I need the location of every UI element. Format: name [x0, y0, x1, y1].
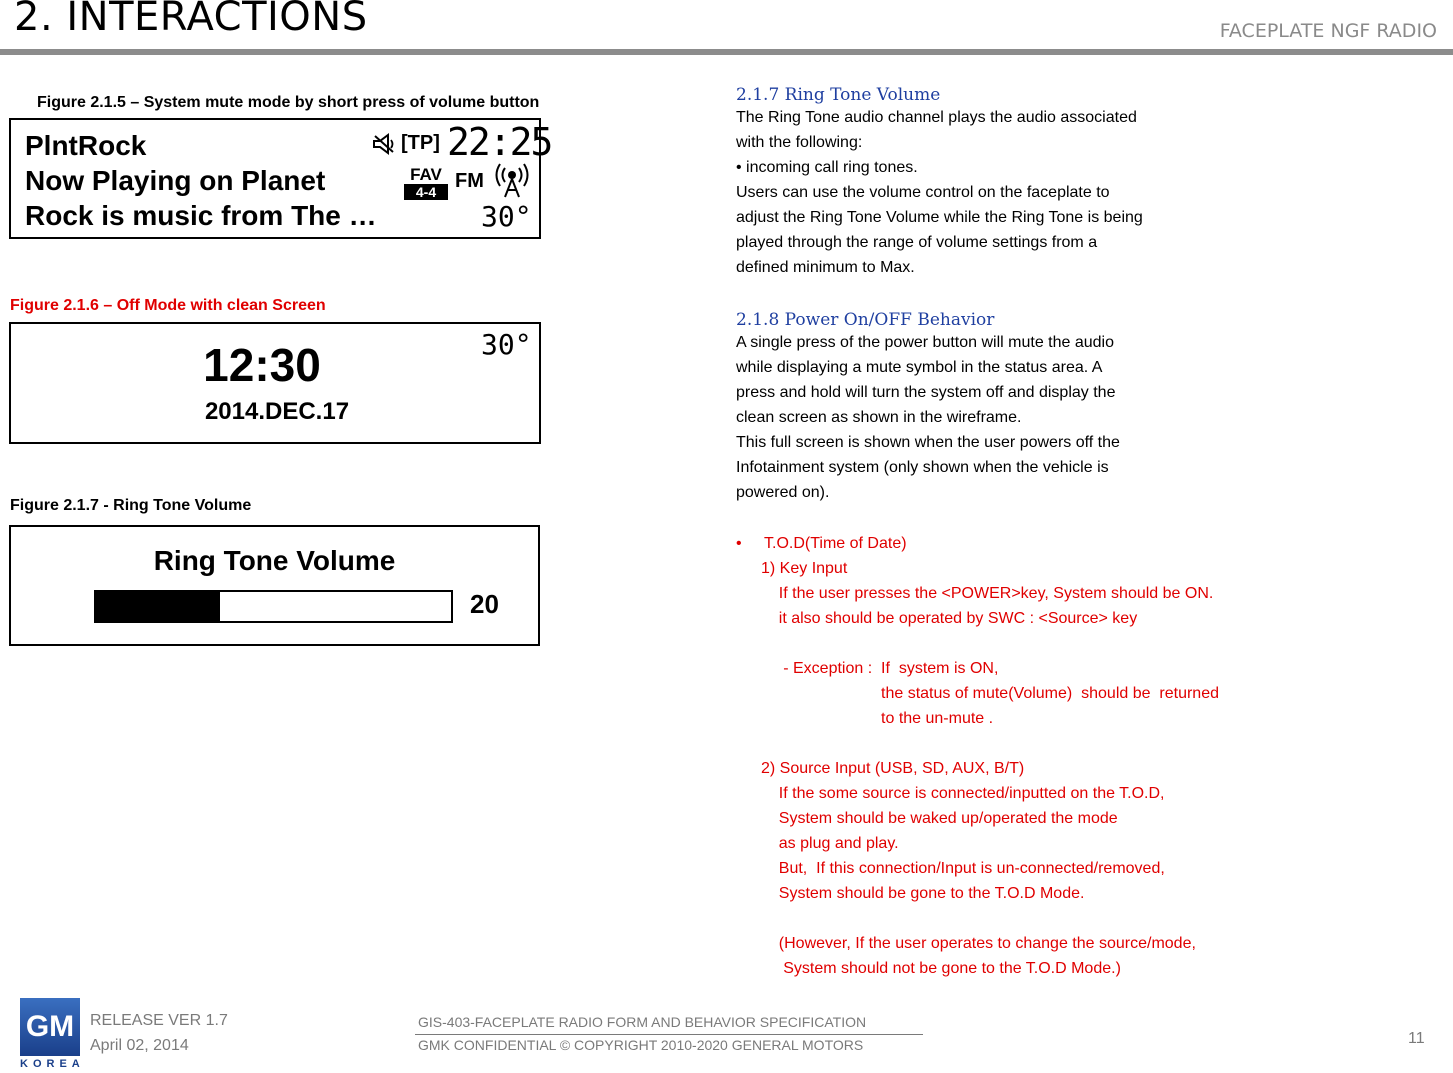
gm-logo-text: GM	[25, 1010, 75, 1043]
figure-217-caption: Figure 2.1.7 - Ring Tone Volume	[10, 497, 252, 514]
temperature: 30°	[481, 328, 532, 361]
screen-line-1: PlntRock	[25, 130, 147, 161]
volume-label: Ring Tone Volume	[153, 545, 396, 576]
page-title: 2. INTERACTIONS	[14, 0, 368, 40]
fav-label: FAV	[410, 165, 442, 184]
footer-divider	[415, 1034, 923, 1035]
clock-date: 2014.DEC.17	[204, 398, 350, 425]
page-subtitle: FACEPLATE NGF RADIO	[1219, 20, 1437, 42]
tod-body: 1) Key Input If the user presses the <POWER>key, System should be ON. it also should be operated by SWC : <Source> key - Exception : If system is ON, the status of mute(Volume) should be returned to the un-mute . 2) Source Input (USB, SD, AUX, B/T) If the some source is connected/inputted on the T.O.D, System should be waked up/operated the mode as plug and play. But, If this connection/Input is un-connected/removed, System should be gone to the T.O.D Mode. (However, If the user operates to change the source/mode, System should not be gone to the T.O.D Mode.)	[761, 560, 1219, 977]
clock-time: 12:30	[203, 339, 321, 391]
document-id: GIS-403-FACEPLATE RADIO FORM AND BEHAVIOR SPECIFICATION	[418, 1014, 867, 1030]
figure-217-screen	[9, 525, 540, 646]
confidential-notice: GMK CONFIDENTIAL © COPYRIGHT 2010-2020 GENERAL MOTORS	[418, 1037, 864, 1053]
figure-215-caption: Figure 2.1.5 – System mute mode by short press of volume button	[37, 94, 540, 111]
section-217-body: The Ring Tone audio channel plays the audio associated with the following: • incoming call ring tones. Users can use the volume control on the faceplate to adjust the Ring Tone Volume while the Ring Tone is being played through the range of volume settings from a defined minimum to Max.	[736, 109, 1143, 276]
page-number: 11	[1408, 1030, 1425, 1047]
fav-preset: 4-4	[404, 184, 448, 200]
tod-title: T.O.D(Time of Date)	[764, 535, 907, 552]
screen-line-3: Rock is music from The …	[25, 200, 377, 231]
gm-logo-subtext: KOREA	[20, 1058, 85, 1070]
release-version: RELEASE VER 1.7	[90, 1012, 228, 1029]
fav-badge	[404, 166, 448, 202]
clock-time: 22:25	[447, 120, 552, 164]
temperature: 30°	[481, 200, 532, 233]
figure-216-caption: Figure 2.1.6 – Off Mode with clean Screen	[10, 297, 326, 314]
release-date: April 02, 2014	[90, 1037, 189, 1054]
section-218-body: A single press of the power button will mute the audio while displaying a mute symbol in the status area. A press and hold will turn the system off and display the clean screen as shown in the wireframe. This full screen is shown when the user powers off the Infotainment system (only shown when the vehicle is powered on).	[736, 334, 1120, 501]
gm-logo	[20, 998, 80, 1056]
speaker-mute-icon	[371, 132, 401, 156]
section-217-heading: 2.1.7 Ring Tone Volume	[736, 85, 941, 105]
tod-bullet: •	[736, 535, 742, 552]
band-indicator: FM	[455, 170, 484, 192]
figure-216-screen	[9, 322, 541, 444]
volume-value: 20	[470, 589, 499, 619]
figure-215-screen	[9, 118, 552, 239]
tp-indicator: [TP]	[401, 132, 440, 154]
header-divider	[0, 49, 1453, 55]
volume-bar	[94, 590, 453, 623]
section-218-heading: 2.1.8 Power On/OFF Behavior	[736, 310, 995, 330]
signal-antenna-icon	[495, 162, 529, 198]
volume-bar-fill	[96, 592, 220, 621]
screen-line-2: Now Playing on Planet	[25, 165, 326, 196]
